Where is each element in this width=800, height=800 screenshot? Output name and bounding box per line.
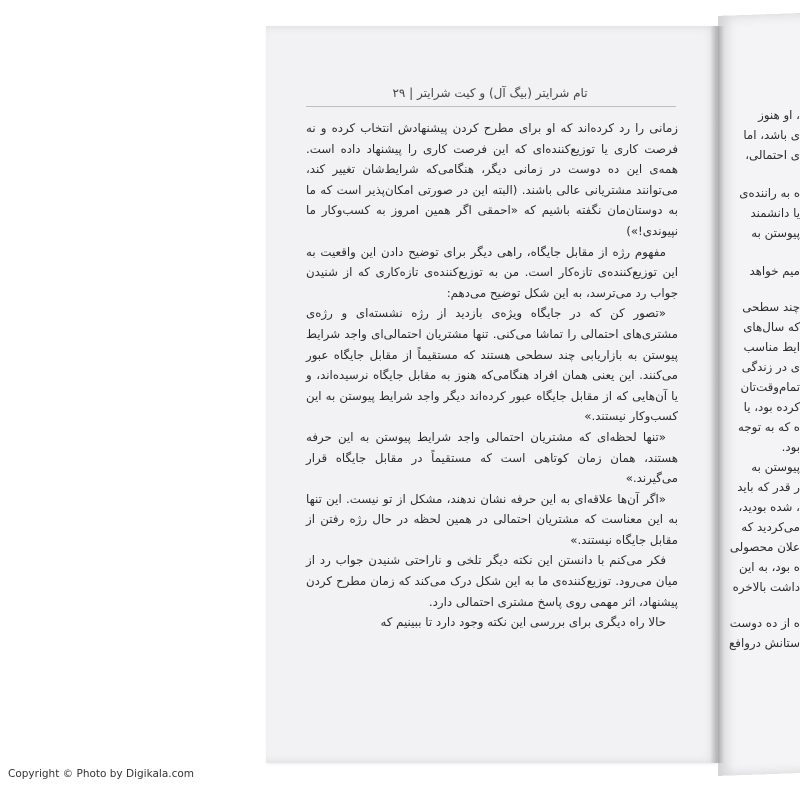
adjacent-page-line: می‌کردید که <box>741 520 800 534</box>
page-body-text <box>306 118 678 633</box>
adjacent-page-line: ستانش دروافع <box>729 636 800 650</box>
adjacent-page-line: ی در زندگی <box>741 360 800 374</box>
paragraph: «تصور کن که در جایگاه ویژه‌ی بازدید از رژه نشسته‌ای و رژه‌ی مشتری‌های احتمالی را تماشا می‌کنی. تنها مشتریان احتمالی‌ای واجد شرایط پیوستن به بازاریابی چند سطحی هستند که مستقیماً از مقابل جایگاه عبور می‌کنند. این یعنی همان افراد هنگامی‌که هنوز به مقابل جایگاه نرسیده‌اند، و یا آن‌هایی که از مقابل جایگاه عبور کرده‌اند دیگر واجد شرایط پیوستن به این کسب‌وکار نیستند.» <box>306 306 678 424</box>
adjacent-page-line: ه بود، به این <box>738 560 800 574</box>
adjacent-page-line: بود. <box>781 440 800 454</box>
adjacent-page-line: پیوستن به <box>751 460 800 474</box>
running-head-rule <box>306 106 676 107</box>
adjacent-page-line: ه به راننده‌ی <box>739 186 800 200</box>
adjacent-page-line: ، شده بودید، <box>738 500 800 514</box>
paragraph: زمانی را رد کرده‌اند که او برای مطرح کردن پیشنهادش انتخاب کرده و نه فرصت کاری یا توزیع‌کننده‌ای که این فرصت کاری را پیشنهاد داده است. همه‌ی این ده دوست در زمانی دیگر، هنگامی‌که شرایط‌شان تغییر کند، می‌توانند مشتریانی عالی باشند. (البته این در صورتی امکان‌پذیر است که ما به دوستان‌مان نگفته باشیم که «احمقی اگر همین امروز به کسب‌وکار ما نپیوندی!») <box>306 121 678 238</box>
adjacent-page-line: ه که به توجه <box>738 420 800 434</box>
paragraph: حالا راه دیگری برای بررسی این نکته وجود دارد تا ببینیم که <box>380 615 666 630</box>
adjacent-page-line: پیوستن به <box>751 226 800 240</box>
paragraph: «تنها لحظه‌ای که مشتریان احتمالی واجد شرایط پیوستن به این حرفه هستند، همان زمان کوتاهی است که مستقیماً در مقابل جایگاه قرار می‌گیرند.» <box>306 429 678 486</box>
adjacent-page-line: ی احتمالی، <box>745 148 800 162</box>
adjacent-page-line: علان محصولی <box>729 540 800 554</box>
photo-credit: Copyright © Photo by Digikala.com <box>8 768 195 780</box>
adjacent-page-line: که سال‌های <box>743 320 800 334</box>
adjacent-page-line: چند سطحی <box>742 300 800 314</box>
adjacent-page-line: ر قدر که باید <box>737 480 800 494</box>
adjacent-page-line: ایط مناسب <box>743 340 800 354</box>
adjacent-page-text <box>718 108 800 708</box>
paragraph: «اگر آن‌ها علاقه‌ای به این حرفه نشان ندهند، مشکل از تو نیست. این تنها به این معناست که مشتریان احتمالی در همین لحظه در حال رژه رفتن از مقابل جایگاه نیستند.» <box>306 491 678 547</box>
paragraph: مفهوم رژه از مقابل جایگاه، راهی دیگر برای توضیح دادن این واقعیت به این توزیع‌کننده‌ی تازه‌کار است. من به توزیع‌کننده‌ی تازه‌کاری که از شنیدن جواب رد می‌ترسد، به این شکل توضیح می‌دهم: <box>306 244 678 300</box>
adjacent-page-line: میم خواهد <box>749 264 800 278</box>
adjacent-page-line: یا دانشمند <box>750 206 800 220</box>
paragraph: فکر می‌کنم با دانستن این نکته دیگر تلخی و ناراحتی شنیدن جواب رد از میان می‌رود. توزیع‌کننده‌ی ما به این شکل درک می‌کند که زمان مطرح کردن پیشنهاد، اثر مهمی روی پاسخ مشتری احتمالی دارد. <box>306 553 678 609</box>
adjacent-page-line: تمام‌وقت‌تان <box>740 380 800 394</box>
adjacent-page-line: ه از ده دوست <box>729 616 800 630</box>
adjacent-page-line: کرده بود، یا <box>743 400 800 414</box>
running-head: تام شرایتر (بیگ آل) و کیت شرایتر | ۲۹ <box>392 86 588 100</box>
adjacent-page-line: ، او هنوز <box>758 108 800 122</box>
adjacent-page-line: ی باشد، اما <box>743 128 800 142</box>
adjacent-page-line: داشت بالاخره <box>732 580 800 594</box>
